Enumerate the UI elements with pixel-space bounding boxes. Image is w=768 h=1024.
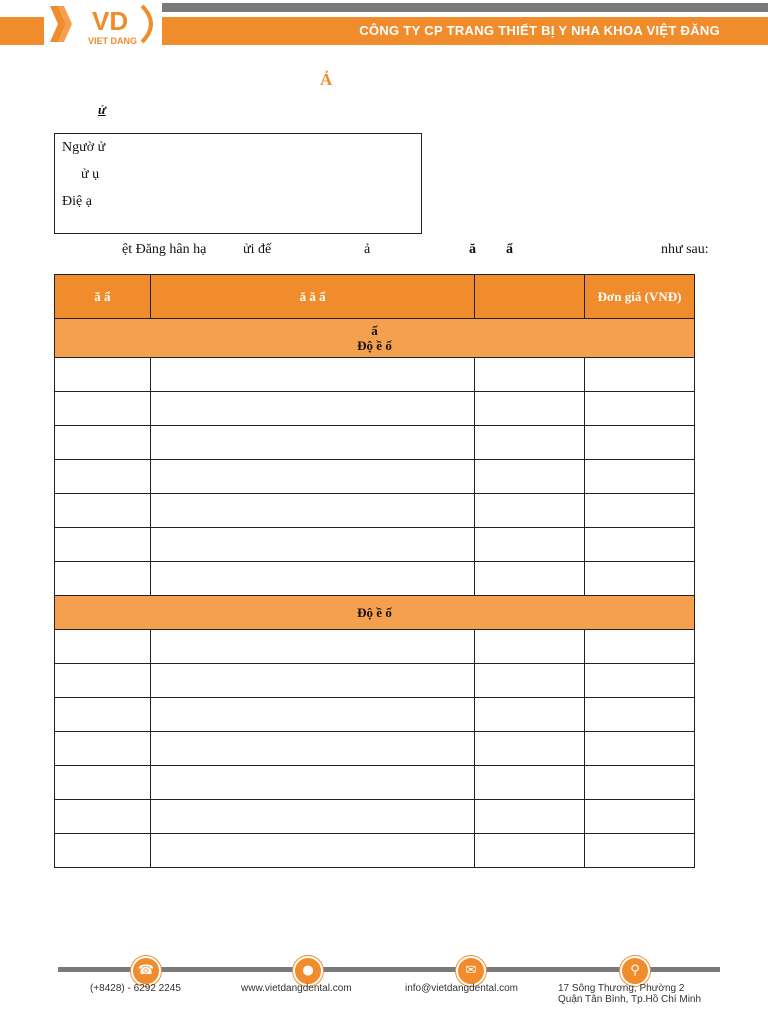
company-name: CÔNG TY CP TRANG THIẾT BỊ Y NHA KHOA VIỆT ĐĂNG: [359, 23, 720, 38]
group-2-cell: [55, 834, 151, 868]
price-table: [54, 274, 695, 868]
table-row: [55, 392, 695, 426]
group-1-cell: [585, 528, 695, 562]
group-1-cell: [475, 528, 585, 562]
header-gray-stripe: [150, 3, 768, 12]
table-row: [55, 766, 695, 800]
group-2-cell: [585, 664, 695, 698]
logo-mark: VD: [92, 6, 129, 36]
recipient-info-box: [54, 133, 422, 234]
footer-email[interactable]: info@vietdangdental.com: [405, 983, 518, 994]
addressee-label: [54, 102, 106, 118]
group-1-cell: [55, 562, 151, 596]
mail-icon: ✉: [456, 956, 486, 986]
group-2-cell: [55, 630, 151, 664]
group-1-cell: [585, 460, 695, 494]
group-2-cell: [585, 800, 695, 834]
group-1-cell: [55, 460, 151, 494]
group-1-cell: [585, 358, 695, 392]
location-icon: ⚲: [620, 956, 650, 986]
group-1-cell: [150, 426, 474, 460]
recipient-position-line: ử ụ: [81, 167, 100, 182]
intro-part-2: ửi đế: [243, 242, 272, 257]
group-1-cell: [585, 494, 695, 528]
logo-text: VIET DANG: [88, 36, 138, 46]
group-2-cell: [150, 800, 474, 834]
table-row: [55, 800, 695, 834]
group-2-cell: [55, 732, 151, 766]
table-row: [55, 630, 695, 664]
group-2-cell: [475, 800, 585, 834]
group-1-cell: [55, 392, 151, 426]
group-1-line-2: Độ ề ố: [357, 338, 392, 353]
group-1-cell: [150, 460, 474, 494]
header-unit-price: Đơn giá (VNĐ): [585, 275, 695, 319]
group-2-cell: [150, 698, 474, 732]
group-2-cell: [55, 800, 151, 834]
header-product-name: ă ă ẩ: [150, 275, 474, 319]
group-2-cell: [150, 732, 474, 766]
group-2-cell: [585, 766, 695, 800]
table-row: [55, 664, 695, 698]
table-row: [55, 426, 695, 460]
group-1-cell: [475, 358, 585, 392]
group-1-cell: [475, 562, 585, 596]
recipient-phone-line: Điệ ạ: [62, 194, 92, 209]
group-2-cell: [585, 732, 695, 766]
intro-part-6: như sau:: [661, 242, 709, 257]
group-2-cell: [475, 732, 585, 766]
group-2-cell: [150, 664, 474, 698]
group-1-cell: [585, 392, 695, 426]
table-header-row: [55, 275, 695, 319]
group-2-cell: [475, 698, 585, 732]
intro-sentence: [54, 242, 714, 260]
group-2-cell: [150, 630, 474, 664]
group-1-line-1: ấ: [371, 323, 378, 338]
group-2-cell: [585, 630, 695, 664]
table-row: [55, 698, 695, 732]
group-2-cell: [150, 834, 474, 868]
group-1-cell: [150, 562, 474, 596]
intro-part-5: ẩ: [506, 242, 513, 257]
intro-part-4: ă: [469, 242, 476, 257]
group-2-cell: [55, 664, 151, 698]
group-1-cell: [475, 426, 585, 460]
table-row: [55, 494, 695, 528]
table-row: [55, 358, 695, 392]
group-1-cell: [150, 494, 474, 528]
addressee-text: ử: [98, 102, 106, 117]
group-1-cell: [475, 392, 585, 426]
intro-part-3: ả: [364, 242, 371, 257]
group-2-cell: [55, 766, 151, 800]
table-row: [55, 528, 695, 562]
group-1-cell: [585, 426, 695, 460]
group-2-cell: [55, 698, 151, 732]
table-row: [55, 732, 695, 766]
group-1-cell: [55, 358, 151, 392]
document-title: Ả: [320, 70, 333, 89]
phone-icon: ☎: [131, 956, 161, 986]
footer-website[interactable]: www.vietdangdental.com: [241, 983, 352, 994]
group-2-cell: [475, 664, 585, 698]
group-row-2: [55, 596, 695, 630]
group-2-cell: [475, 834, 585, 868]
intro-part-1: ệt Đăng hân hạ: [122, 242, 207, 257]
table-row: [55, 460, 695, 494]
group-1-cell: [55, 494, 151, 528]
recipient-name-line: Ngườ ử: [62, 140, 106, 155]
header-unit: [475, 275, 585, 319]
table-row: [55, 562, 695, 596]
group-1-cell: [150, 528, 474, 562]
group-2-cell: [475, 766, 585, 800]
group-1-cell: [55, 426, 151, 460]
footer-address-1: 17 Sông Thương, Phường 2: [558, 983, 685, 994]
globe-icon: ●: [293, 956, 323, 986]
group-2-cell: [475, 630, 585, 664]
table-row: [55, 834, 695, 868]
footer-phone: (+8428) - 6292 2245: [90, 983, 181, 994]
group-1-cell: [475, 494, 585, 528]
group-2-cell: [585, 698, 695, 732]
group-2-cell: [585, 834, 695, 868]
group-2-line-1: Độ ề ố: [357, 605, 392, 620]
group-1-cell: [585, 562, 695, 596]
group-1-cell: [475, 460, 585, 494]
footer-address-2: Quận Tân Bình, Tp.Hồ Chí Minh: [558, 994, 702, 1005]
group-1-cell: [55, 528, 151, 562]
group-row-1: [55, 319, 695, 358]
group-1-cell: [150, 392, 474, 426]
group-1-cell: [150, 358, 474, 392]
group-2-cell: [150, 766, 474, 800]
header-product-code: ă ẩ: [55, 275, 151, 319]
